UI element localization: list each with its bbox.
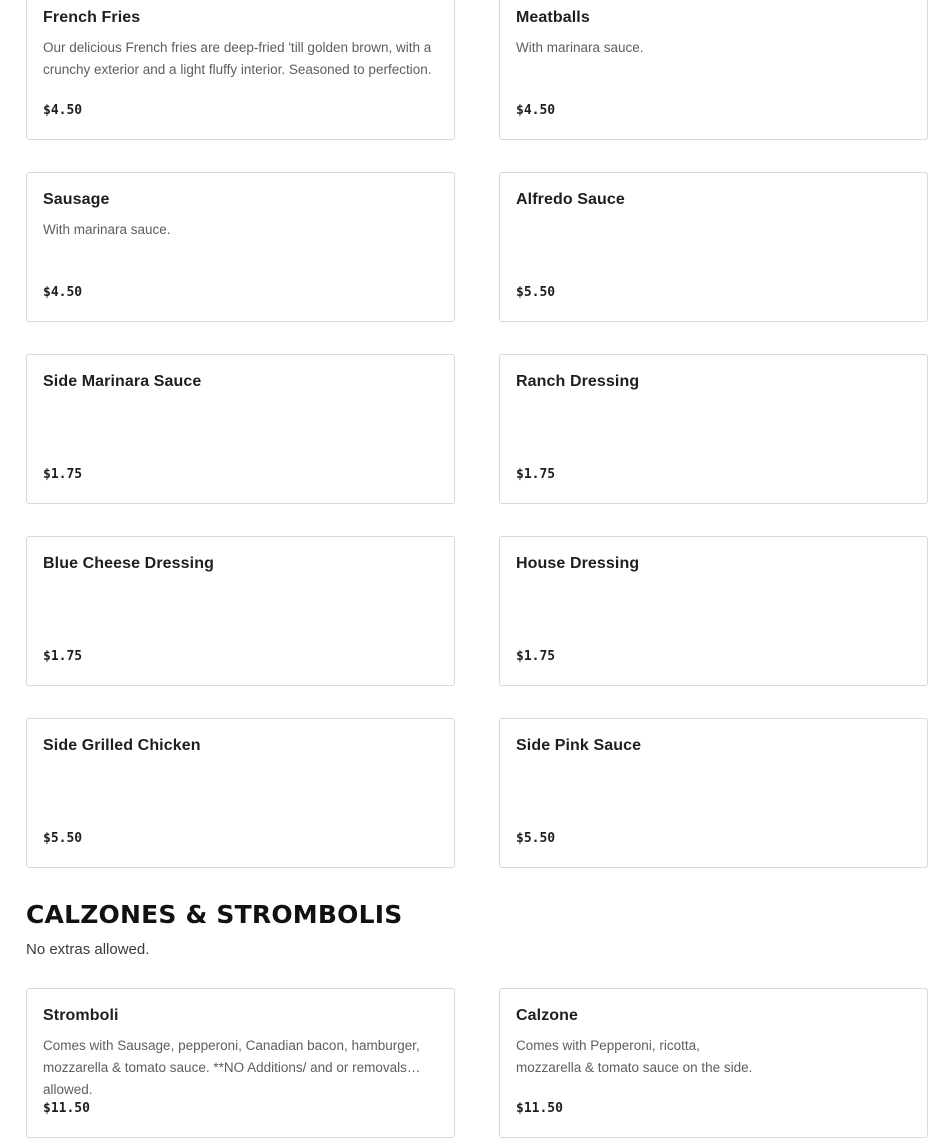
menu-item-price: $5.50: [516, 285, 556, 300]
menu-item-price: $11.50: [516, 1101, 563, 1116]
menu-item-card-sausage[interactable]: [26, 172, 455, 322]
menu-item-price: $1.75: [43, 649, 83, 664]
sides-items-grid: [26, 0, 928, 868]
menu-item-card-stromboli[interactable]: [26, 988, 455, 1138]
menu-item-card-blue-cheese-dressing[interactable]: [26, 536, 455, 686]
menu-item-name: Side Pink Sauce: [516, 737, 642, 754]
menu-item-card-calzone[interactable]: [499, 988, 928, 1138]
menu-item-price: $4.50: [43, 103, 83, 118]
menu-item-card-side-pink-sauce[interactable]: [499, 718, 928, 868]
menu-item-name: Sausage: [43, 191, 110, 208]
menu-item-description: Comes with Pepperoni, ricotta, mozzarella & tomato sauce on the side.: [516, 1038, 753, 1075]
menu-item-card-french-fries[interactable]: [26, 0, 455, 140]
menu-item-price: $1.75: [43, 467, 83, 482]
menu-item-description: With marinara sauce.: [516, 40, 644, 55]
section-note: No extras allowed.: [26, 941, 150, 958]
menu-item-card-meatballs[interactable]: [499, 0, 928, 140]
menu-item-card-ranch-dressing[interactable]: [499, 354, 928, 504]
menu-item-description: Comes with Sausage, pepperoni, Canadian bacon, hamburger, mozzarella & tomato sauce. **NO Additions/ and or removals allowed.: [43, 1038, 420, 1097]
menu-item-price: $5.50: [516, 831, 556, 846]
menu-item-price: $1.75: [516, 467, 556, 482]
menu-item-name: Stromboli: [43, 1007, 119, 1024]
menu-item-description: With marinara sauce.: [43, 222, 171, 237]
menu-item-price: $11.50: [43, 1101, 90, 1116]
menu-item-card-side-marinara-sauce[interactable]: [26, 354, 455, 504]
menu-item-name: Side Grilled Chicken: [43, 737, 201, 754]
menu-item-name: Blue Cheese Dressing: [43, 555, 214, 572]
menu-item-price: $1.75: [516, 649, 556, 664]
section-header-calzones: [26, 898, 926, 958]
menu-item-description: Our delicious French fries are deep-fried 'till golden brown, with a crunchy exterior and a light fluffy interior. Seasoned to perfection.: [43, 40, 432, 77]
menu-item-name: French Fries: [43, 9, 141, 26]
calzones-items-grid: [26, 988, 928, 1138]
menu-item-card-side-grilled-chicken[interactable]: [26, 718, 455, 868]
menu-item-name: Meatballs: [516, 9, 590, 26]
menu-item-name: Side Marinara Sauce: [43, 373, 202, 390]
menu-item-name: House Dressing: [516, 555, 640, 572]
menu-item-price: $5.50: [43, 831, 83, 846]
menu-item-card-house-dressing[interactable]: [499, 536, 928, 686]
menu-item-card-alfredo-sauce[interactable]: [499, 172, 928, 322]
menu-item-name: Alfredo Sauce: [516, 191, 625, 208]
menu-item-price: $4.50: [516, 103, 556, 118]
menu-item-price: $4.50: [43, 285, 83, 300]
menu-item-name: Ranch Dressing: [516, 373, 640, 390]
menu-item-name: Calzone: [516, 1007, 579, 1024]
section-title: CALZONES & STROMBOLIS: [26, 900, 403, 929]
